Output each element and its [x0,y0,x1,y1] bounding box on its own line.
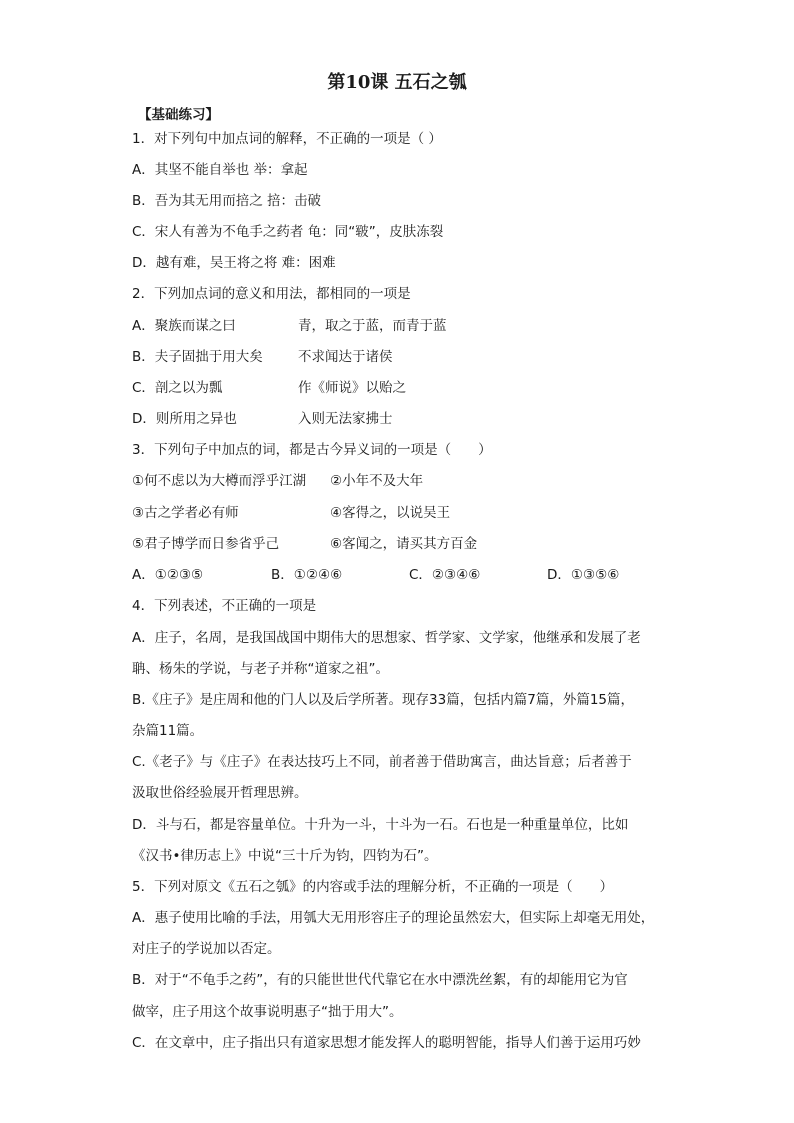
q2-option-a-pair: 青，取之于蓝，而青于蓝 [298,318,447,334]
q3-sentence-2: ②小年不及大年 [330,473,424,489]
q2-option-d: D．则所用之异也 [132,411,237,427]
q4-option-b-line2: 杂篇11篇。 [132,723,204,739]
q2-option-a: A．聚族而谋之曰 [132,318,236,334]
q3-sentence-5: ⑤君子博学而日参省乎己 [132,536,280,552]
page-title: 第10课 五石之瓠 [327,72,467,93]
q5-option-c-line1: C．在文章中，庄子指出只有道家思想才能发挥人的聪明智能，指导人们善于运用巧妙 [132,1035,641,1051]
q1-option-b: B．吾为其无用而掊之 掊：击破 [132,193,322,209]
q4-option-d-line1: D．斗与石，都是容量单位。十升为一斗，十斗为一石。石也是一种重量单位，比如 [132,817,629,833]
q1-option-a: A．其坚不能自举也 举：拿起 [132,162,308,178]
q3-option-d: D．①③⑤⑥ [547,567,620,583]
q4-option-b-line1: B.《庄子》是庄周和他的门人以及后学所著。现存33篇，包括内篇7篇，外篇15篇， [132,692,634,708]
q4-option-c-line2: 汲取世俗经验展开哲理思辨。 [132,785,308,801]
q1-stem: 1．对下列句中加点词的解释，不正确的一项是（ ） [132,131,442,147]
q1-option-d: D．越有难，吴王将之将 难：困难 [132,255,336,271]
q3-sentence-6: ⑥客闻之，请买其方百金 [330,536,478,552]
q5-option-a-line1: A．惠子使用比喻的手法，用瓠大无用形容庄子的理论虽然宏大，但实际上却毫无用处， [132,910,655,926]
q2-option-d-pair: 入则无法家拂士 [298,411,393,427]
q3-option-b: B．①②④⑥ [271,567,343,583]
q2-option-c-pair: 作《师说》以贻之 [298,380,406,396]
q3-stem: 3．下列句子中加点的词，都是古今异义词的一项是（ ） [132,442,492,458]
q2-option-b: B．夫子固拙于用大矣 [132,349,263,365]
q3-option-c: C．②③④⑥ [409,567,481,583]
q4-option-c-line1: C.《老子》与《庄子》在表达技巧上不同，前者善于借助寓言，曲达旨意；后者善于 [132,754,632,770]
q4-option-a-line2: 聃、杨朱的学说，与老子并称“道家之祖”。 [132,661,389,677]
q3-option-a: A．①②③⑤ [132,567,204,583]
section-heading: 【基础练习】 [138,107,219,123]
q5-option-b-line2: 做宰，庄子用这个故事说明惠子“拙于用大”。 [132,1004,403,1020]
q1-option-c: C．宋人有善为不龟手之药者 龟：同“皲”，皮肤冻裂 [132,224,444,240]
q3-sentence-3: ③古之学者必有师 [132,505,239,521]
q5-option-b-line1: B．对于“不龟手之药”，有的只能世世代代靠它在水中漂洗丝絮，有的却能用它为官 [132,972,628,988]
q2-option-c: C．剖之以为瓢 [132,380,223,396]
q4-option-a-line1: A．庄子，名周，是我国战国中期伟大的思想家、哲学家、文学家，他继承和发展了老 [132,630,641,646]
q4-stem: 4．下列表述，不正确的一项是 [132,598,317,614]
q2-option-b-pair: 不求闻达于诸侯 [298,349,393,365]
q3-sentence-4: ④客得之，以说吴王 [330,505,451,521]
q3-sentence-1: ①何不虑以为大樽而浮乎江湖 [132,473,307,489]
q4-option-d-line2: 《汉书•律历志上》中说“三十斤为钧，四钧为石”。 [132,848,438,864]
q5-stem: 5．下列对原文《五石之瓠》的内容或手法的理解分析，不正确的一项是（ ） [132,879,614,895]
q2-stem: 2．下列加点词的意义和用法，都相同的一项是 [132,286,411,302]
q5-option-a-line2: 对庄子的学说加以否定。 [132,941,281,957]
